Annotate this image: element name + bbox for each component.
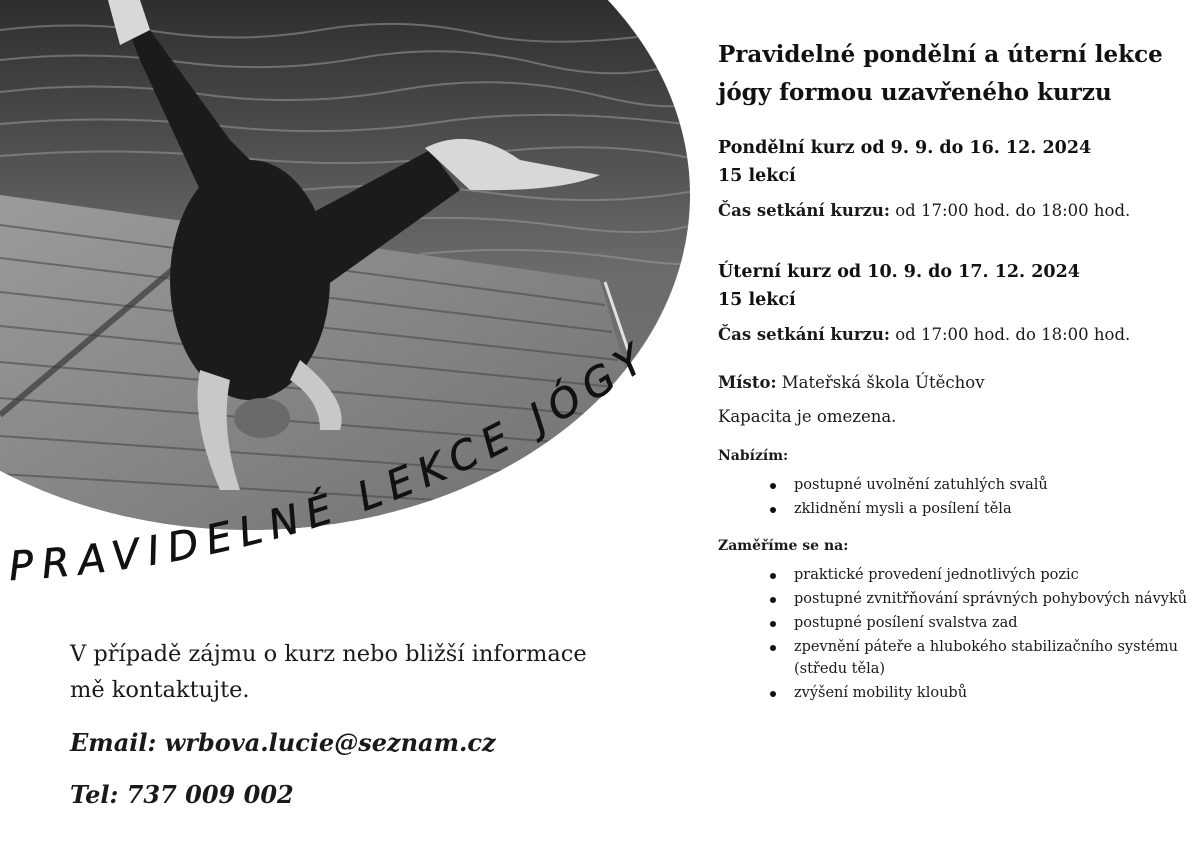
tuesday-time xyxy=(718,322,1188,348)
place-value: Mateřská škola Útěchov xyxy=(776,373,985,392)
list-item: zklidnění mysli a posílení těla xyxy=(766,498,1188,520)
course-info xyxy=(718,36,1188,716)
curved-title xyxy=(0,330,700,630)
tuesday-lessons: 15 lekcí xyxy=(718,290,796,310)
monday-title: Pondělní kurz od 9. 9. do 16. 12. 2024 xyxy=(718,138,1092,158)
tuesday-time-label: Čas setkání kurzu: xyxy=(718,325,890,344)
contact-block xyxy=(70,636,590,830)
list-item: postupné posílení svalstva zad xyxy=(766,612,1188,634)
tuesday-time-value: od 17:00 hod. do 18:00 hod. xyxy=(889,325,1131,344)
list-item: postupné uvolnění zatuhlých svalů xyxy=(766,474,1188,496)
focus-list xyxy=(718,564,1188,704)
contact-intro: V případě zájmu o kurz nebo bližší informace mě kontaktujte. xyxy=(70,641,587,703)
list-item: zvýšení mobility kloubů xyxy=(766,682,1188,704)
capacity-note: Kapacita je omezena. xyxy=(718,407,897,426)
svg-text:PRAVIDELNÉ LEKCE JÓGY xyxy=(8,332,660,590)
list-item: zpevnění páteře a hlubokého stabilizačního systému (středu těla) xyxy=(766,636,1188,680)
tuesday-course xyxy=(718,258,1188,348)
monday-time xyxy=(718,198,1188,224)
place-label: Místo: xyxy=(718,373,777,392)
monday-course xyxy=(718,134,1188,224)
place xyxy=(718,370,1188,396)
list-item: praktické provedení jednotlivých pozic xyxy=(766,564,1188,586)
monday-time-value: od 17:00 hod. do 18:00 hod. xyxy=(889,201,1131,220)
monday-lessons: 15 lekcí xyxy=(718,166,796,186)
offer-heading: Nabízím: xyxy=(718,448,789,464)
focus-heading: Zaměříme se na: xyxy=(718,538,849,554)
page-title: Pravidelné pondělní a úterní lekce jógy formou uzavřeného kurzu xyxy=(718,41,1163,106)
monday-time-label: Čas setkání kurzu: xyxy=(718,201,890,220)
list-item: postupné zvnitřňování správných pohybových návyků xyxy=(766,588,1188,610)
contact-phone[interactable]: Tel: 737 009 002 xyxy=(70,780,294,809)
curved-title-text: PRAVIDELNÉ LEKCE JÓGY xyxy=(7,331,660,591)
offer-list xyxy=(718,474,1188,520)
contact-email[interactable]: Email: wrbova.lucie@seznam.cz xyxy=(70,728,496,757)
tuesday-title: Úterní kurz od 10. 9. do 17. 12. 2024 xyxy=(718,262,1080,282)
